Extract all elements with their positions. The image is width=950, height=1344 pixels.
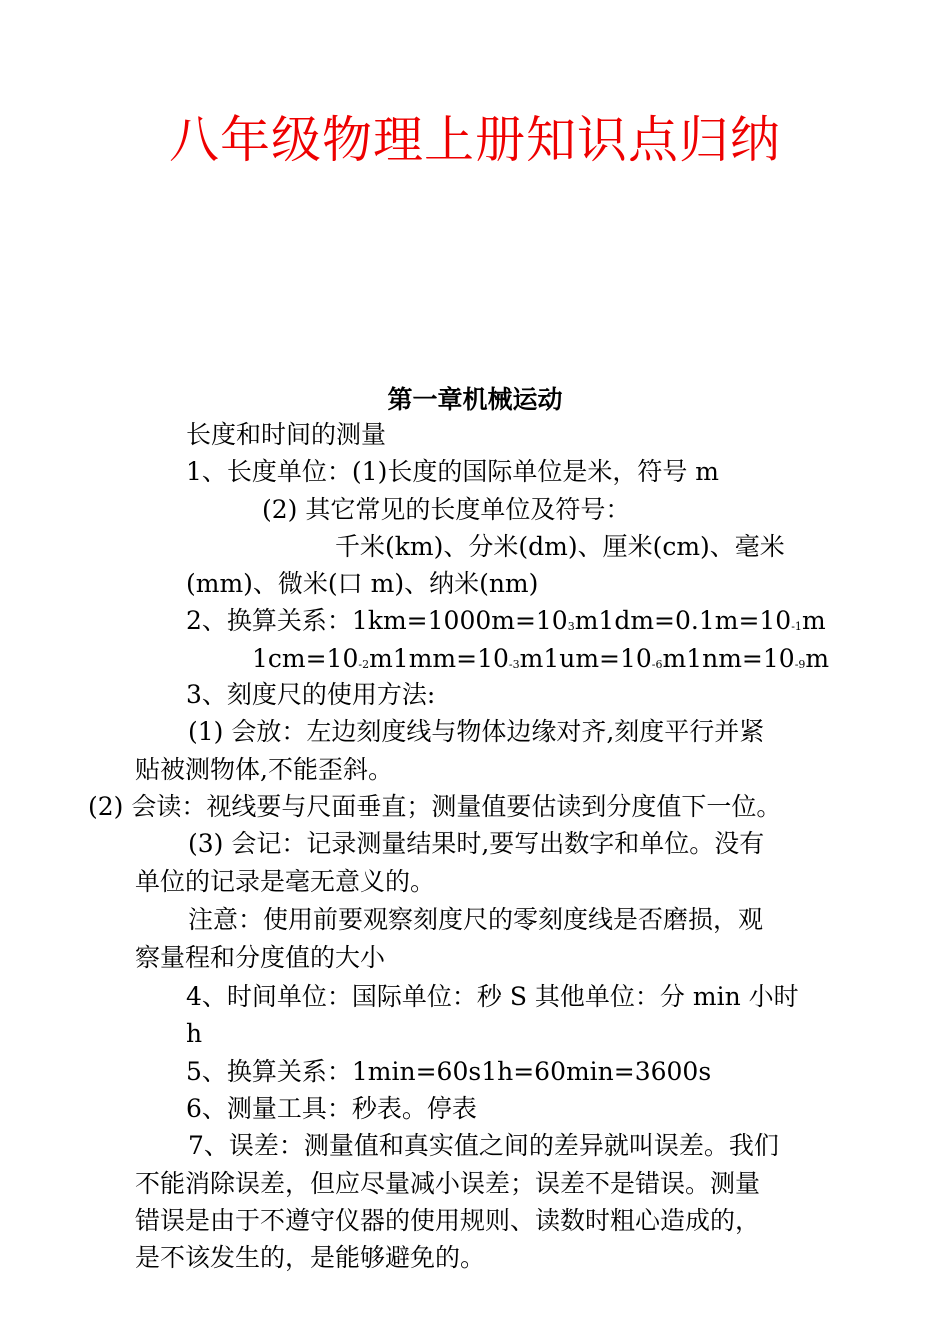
exponent: 3 (567, 620, 575, 633)
chapter-title: 第一章机械运动 (387, 385, 563, 414)
formula-text: m (805, 644, 830, 673)
section-title: 长度和时间的测量 (186, 420, 387, 449)
paragraph-line: 错误是由于不遵守仪器的使用规则、读数时粗心造成的， (135, 1206, 761, 1235)
paragraph-line: 5、换算关系：1min=60s1h=60min=3600s (186, 1057, 712, 1086)
formula-text: m1nm=10 (662, 644, 795, 673)
exponent: -6 (651, 658, 663, 671)
paragraph-line: 1、长度单位：(1)长度的国际单位是米，符号 m (186, 457, 719, 486)
paragraph-line: (2) 其它常见的长度单位及符号： (262, 495, 631, 524)
formula-text: m1mm=10 (369, 644, 509, 673)
exponent: -9 (794, 658, 806, 671)
formula-text: 1km=1000m=10 (351, 606, 568, 635)
formula-label: 2、换算关系： (186, 606, 352, 635)
formula-line (252, 644, 829, 680)
formula-line (186, 606, 826, 642)
paragraph-line: 贴被测物体,不能歪斜。 (135, 755, 393, 784)
paragraph-line: 千米(km)、分米(dm)、厘米(cm)、毫米 (335, 532, 785, 561)
formula-text: m (801, 606, 826, 635)
paragraph-line: (2) 会读：视线要与尺面垂直；测量值要估读到分度值下一位。 (88, 792, 782, 821)
paragraph-line: 6、测量工具：秒表。停表 (186, 1094, 477, 1123)
formula-text: m1um=10 (519, 644, 652, 673)
paragraph-line: (3) 会记：记录测量结果时,要写出数字和单位。没有 (188, 829, 765, 858)
paragraph-line: 7、误差：测量值和真实值之间的差异就叫误差。我们 (188, 1131, 779, 1160)
paragraph-line: 3、刻度尺的使用方法: (186, 680, 436, 709)
paragraph-line: (mm)、微米(口 m)、纳米(nm) (186, 569, 539, 598)
paragraph-line: 是不该发生的，是能够避免的。 (135, 1243, 486, 1272)
paragraph-line: 单位的记录是毫无意义的。 (135, 867, 436, 896)
formula-text: m1dm=0.1m=10 (574, 606, 792, 635)
paragraph-line: 察量程和分度值的大小 (135, 943, 386, 972)
exponent: -3 (508, 658, 520, 671)
paragraph-line: (1) 会放：左边刻度线与物体边缘对齐,刻度平行并紧 (188, 717, 765, 746)
paragraph-line: 不能消除误差，但应尽量减小误差；误差不是错误。测量 (135, 1169, 761, 1198)
exponent: -2 (358, 658, 370, 671)
exponent: -1 (791, 620, 802, 633)
formula-text: 1cm=10 (252, 644, 359, 673)
document-title: 八年级物理上册知识点归纳 (169, 111, 781, 169)
paragraph-line: 4、时间单位：国际单位：秒 S 其他单位：分 min 小时 (186, 982, 799, 1011)
paragraph-line: 注意：使用前要观察刻度尺的零刻度线是否磨损，观 (188, 905, 764, 934)
paragraph-line: h (186, 1019, 203, 1048)
